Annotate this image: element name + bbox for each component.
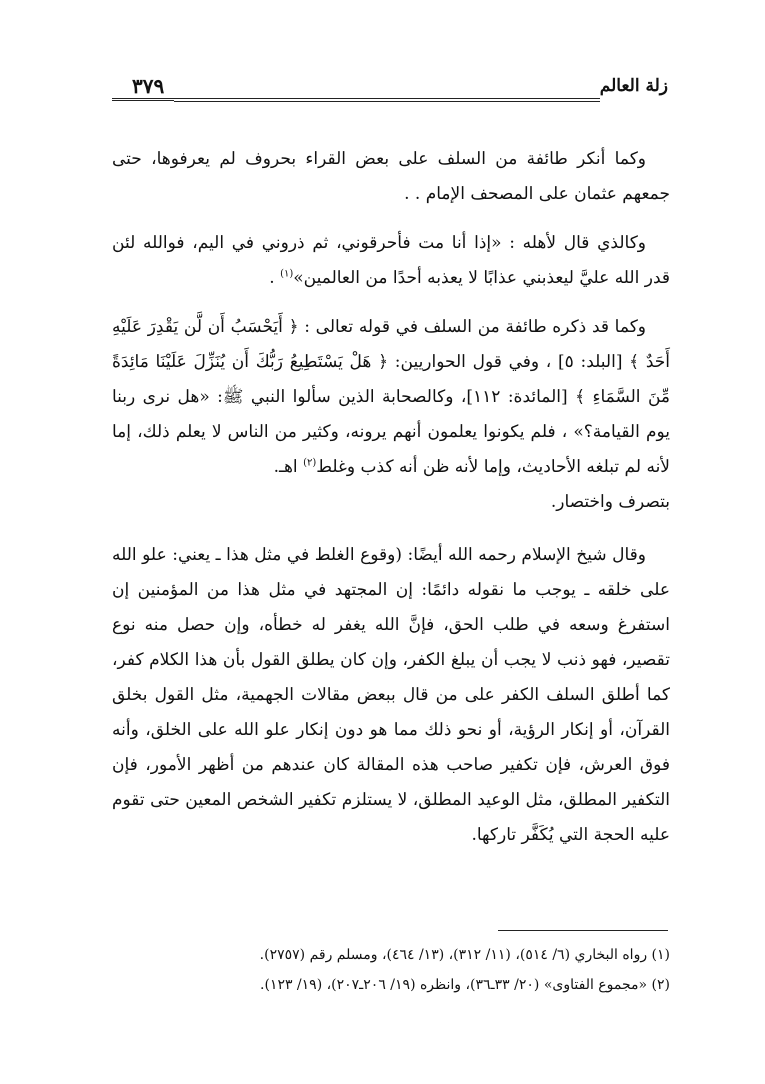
- footnote-ref-2: (٢): [303, 457, 317, 469]
- footnote-separator: [498, 930, 668, 931]
- paragraph-2-end: .: [269, 268, 281, 288]
- footnotes: [112, 940, 670, 1000]
- paragraph-3-text: وكما قد ذكره طائفة من السلف في قوله تعالى : ﴿ أَيَحْسَبُ أَن لَّن يَقْدِرَ عَلَيْهِ أَحَدٌ ﴾ [البلد: ٥] ، وفي قول الحواريين: ﴿ هَلْ يَسْتَطِيعُ رَبُّكَ أَن يُنَزِّلَ عَلَيْنَا مَائِدَةً مِّنَ السَّمَاءِ ﴾ [المائدة: ١١٢]، وكالصحابة الذين سألوا النبي ﷺ: «هل نرى ربنا يوم القيامة؟» ، فلم يكونوا يعلمون أنهم يرونه، وكثير من الناس لا يعلم ذلك، إما لأنه لم تبلغه الأحاديث، وإما لأنه ظن أنه كذب وغلط: [112, 317, 670, 477]
- paragraph-3-continuation: [112, 485, 670, 520]
- running-header: [112, 74, 668, 110]
- paragraph-1-text: وكما أنكر طائفة من السلف على بعض القراء بحروف لم يعرفوها، حتى جمعهم عثمان على المصحف الإمام . .: [112, 149, 670, 204]
- footnote-2: (٢) «مجموع الفتاوى» (٢٠/ ٣٣ـ٣٦)، وانظره (١٩/ ٢٠٦ـ٢٠٧)، (١٩/ ١٢٣).: [260, 977, 670, 993]
- footnote-ref-1: (١): [280, 268, 294, 280]
- paragraph-3-end: اهـ.: [273, 457, 304, 477]
- page-body: [112, 142, 670, 867]
- footnote-1: (١) رواه البخاري (٦/ ٥١٤)، (١١/ ٣١٢)، (١٣/ ٤٦٤)، ومسلم رقم (٢٧٥٧).: [259, 947, 670, 963]
- paragraph-4: [112, 538, 670, 853]
- paragraph-2: [112, 226, 670, 296]
- running-title: زلة العالم: [599, 76, 668, 96]
- paragraph-2-text: وكالذي قال لأهله : «إذا أنا مت فأحرقوني، ثم ذروني في اليم، فوالله لئن قدر الله عليَّ ليعذبني عذابًا لا يعذبه أحدًا من العالمين»: [112, 233, 670, 288]
- page-number-rule: [112, 98, 174, 101]
- header-rule: [174, 98, 600, 102]
- page-number: ٣٧٩: [132, 74, 165, 98]
- paragraph-1: [112, 142, 670, 212]
- paragraph-4-text: وقال شيخ الإسلام رحمه الله أيضًا: (وقوع الغلط في مثل هذا ـ يعني: علو الله على خلقه ـ يوجب ما نقوله دائمًا: إن المجتهد في مثل هذا من المؤمنين إن استفرغ وسعه في طلب الحق، فإنَّ الله يغفر له خطأه، وإن حصل منه نوع تقصير، فهو ذنب لا يجب أن يبلغ الكفر، وإن كان يطلق القول بأن هذا الكلام كفر، كما أطلق السلف الكفر على من قال ببعض مقالات الجهمية، مثل القول بخلق القرآن، أو إنكار الرؤية، أو نحو ذلك مما هو دون إنكار علو الله على الخلق، وأنه فوق العرش، فإن تكفير صاحب هذه المقالة كان عندهم من أظهر الأمور، فإن التكفير المطلق، مثل الوعيد المطلق، لا يستلزم تكفير الشخص المعين حتى تقوم عليه الحجة التي يُكَفَّر تاركها.: [112, 545, 670, 845]
- paragraph-3-tail: بتصرف واختصار.: [550, 492, 670, 512]
- paragraph-3: [112, 310, 670, 485]
